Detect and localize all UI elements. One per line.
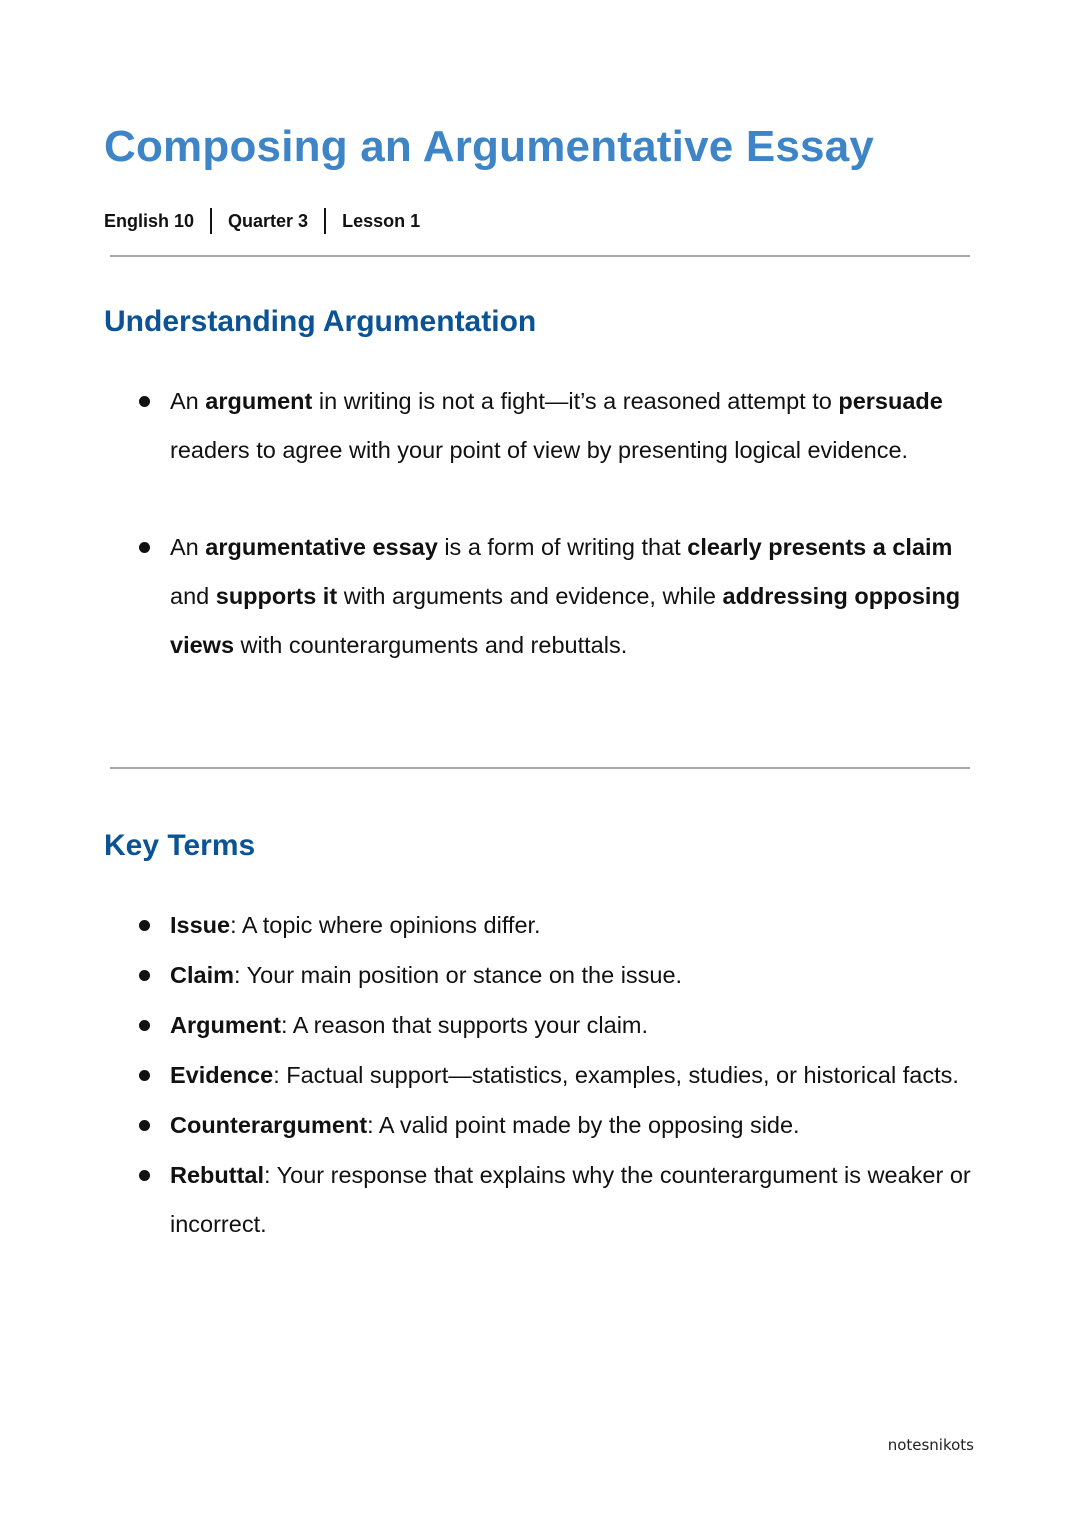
quarter-label: Quarter 3: [228, 210, 309, 231]
text: in writing is not a fight—it’s a reasoned attempt to: [312, 388, 839, 414]
text: is a form of writing that: [437, 534, 688, 560]
list-item: [0, 523, 980, 670]
text: An: [170, 534, 206, 560]
bullet-icon: [139, 1120, 150, 1131]
text: with arguments and evidence, while: [337, 583, 723, 609]
section-heading-key-terms: Key Terms: [104, 829, 256, 862]
bullet-icon: [139, 396, 150, 407]
list-item-term: [0, 1101, 980, 1150]
bullet-icon: [139, 970, 150, 981]
bullet-icon: [139, 1070, 150, 1081]
list-item-term: [0, 1051, 980, 1100]
term-definition: : A valid point made by the opposing side.: [367, 1112, 800, 1138]
divider: [110, 255, 970, 257]
lesson-meta: [104, 207, 420, 235]
bold-text: persuade: [838, 388, 943, 414]
page-title: Composing an Argumentative Essay: [104, 122, 875, 171]
list-item-term: [0, 951, 980, 1000]
term-definition: : A topic where opinions differ.: [230, 912, 541, 938]
understanding-list: [0, 377, 980, 670]
list-item-term: [0, 1001, 980, 1050]
term-label: Claim: [170, 962, 234, 988]
text: with counterarguments and rebuttals.: [234, 632, 628, 658]
divider: [110, 767, 970, 769]
list-item-term: [0, 901, 980, 950]
term-label: Rebuttal: [170, 1162, 264, 1188]
bold-text: argumentative essay: [205, 534, 438, 560]
term-label: Counterargument: [170, 1112, 368, 1138]
list-item-term: [0, 1151, 980, 1249]
section-heading-understanding: Understanding Argumentation: [104, 305, 537, 338]
text: readers to agree with your point of view by presenting logical evidence.: [170, 437, 909, 463]
lesson-label: Lesson 1: [342, 210, 421, 231]
term-definition: : Your main position or stance on the issue.: [234, 962, 683, 988]
term-definition: : Your response that explains why the counterargument is weaker or incorrect.: [170, 1162, 971, 1237]
meta-separator: [324, 208, 326, 234]
text: and: [170, 583, 216, 609]
term-label: Issue: [170, 912, 231, 938]
list-item: [0, 377, 980, 475]
term-definition: : Factual support—statistics, examples, studies, or historical facts.: [273, 1062, 959, 1088]
bullet-icon: [139, 1020, 150, 1031]
subject-label: English 10: [104, 210, 195, 231]
meta-separator: [210, 208, 212, 234]
term-label: Argument: [170, 1012, 281, 1038]
bold-text: addressing opposing views: [170, 583, 961, 658]
bullet-icon: [139, 542, 150, 553]
term-label: Evidence: [170, 1062, 274, 1088]
key-terms-list: [0, 901, 980, 1249]
bold-text: supports it: [215, 583, 338, 609]
bullet-icon: [139, 920, 150, 931]
bold-text: argument: [205, 388, 313, 414]
footer-brand: notesnikots: [887, 1436, 974, 1454]
bullet-icon: [139, 1170, 150, 1181]
text: An: [170, 388, 206, 414]
bold-text: clearly presents a claim: [687, 534, 953, 560]
term-definition: : A reason that supports your claim.: [280, 1012, 649, 1038]
